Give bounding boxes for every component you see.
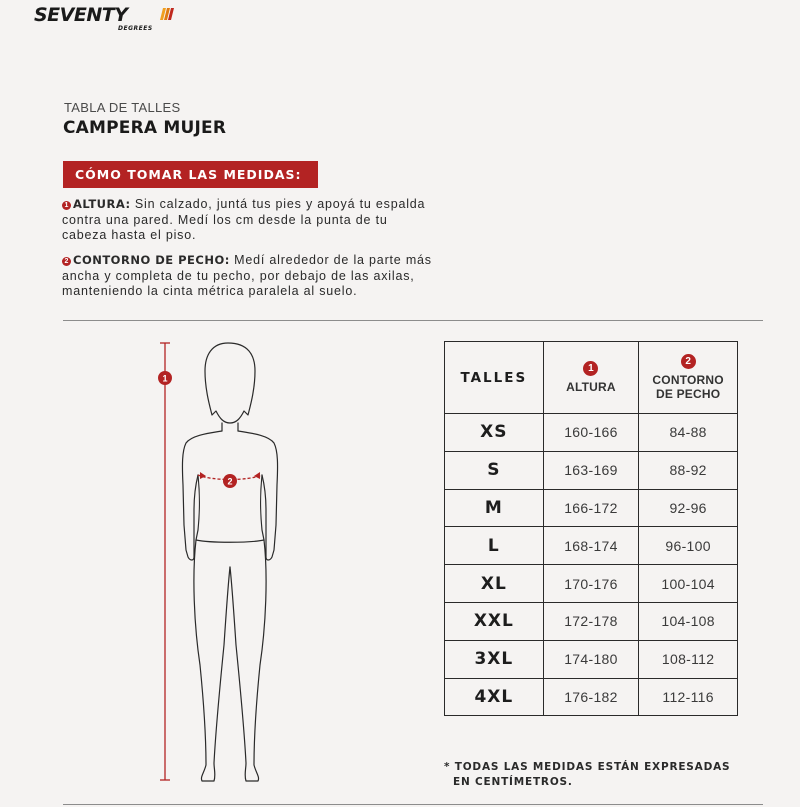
chest-cell: 108-112 bbox=[639, 640, 738, 678]
height-cell: 172-178 bbox=[543, 602, 639, 640]
height-cell: 176-182 bbox=[543, 678, 639, 716]
table-row bbox=[445, 414, 738, 452]
instruction-chest-text: Medí alrededor de la parte más ancha y completa de tu pecho, por debajo de las axilas, manteniendo la cinta métrica paralela al suelo. bbox=[62, 253, 432, 298]
footnote-line-2: EN CENTÍMETROS. bbox=[453, 776, 573, 788]
svg-text:1: 1 bbox=[162, 373, 168, 384]
header-chest-label-2: DE PECHO bbox=[655, 387, 721, 401]
page-title: CAMPERA MUJER bbox=[63, 118, 227, 138]
size-cell: XXL bbox=[445, 602, 544, 640]
body-figure bbox=[150, 335, 310, 795]
header-chest-number-icon: 2 bbox=[681, 354, 696, 369]
height-cell: 163-169 bbox=[543, 451, 639, 489]
logo-stripes-icon bbox=[159, 8, 175, 20]
size-cell: M bbox=[445, 489, 544, 527]
header-chest-label-1: CONTORNO bbox=[652, 373, 724, 387]
step-1-icon: 1 bbox=[62, 201, 71, 210]
size-cell: XS bbox=[445, 414, 544, 452]
table-row bbox=[445, 678, 738, 716]
table-row bbox=[445, 489, 738, 527]
height-cell: 170-176 bbox=[543, 565, 639, 603]
instructions-banner: CÓMO TOMAR LAS MEDIDAS: bbox=[63, 161, 318, 188]
size-cell: S bbox=[445, 451, 544, 489]
height-cell: 160-166 bbox=[543, 414, 639, 452]
table-row bbox=[445, 602, 738, 640]
divider-bottom bbox=[63, 804, 763, 805]
instruction-height-label: ALTURA: bbox=[73, 197, 131, 211]
chest-cell: 104-108 bbox=[639, 602, 738, 640]
header-height-number-icon: 1 bbox=[583, 361, 598, 376]
divider-top bbox=[63, 320, 763, 321]
height-cell: 168-174 bbox=[543, 527, 639, 565]
brand-name: SEVENTY bbox=[34, 4, 128, 26]
chest-cell: 84-88 bbox=[639, 414, 738, 452]
size-table bbox=[444, 341, 738, 716]
instruction-chest-label: CONTORNO DE PECHO: bbox=[73, 253, 230, 267]
header-size-label: TALLES bbox=[460, 369, 528, 386]
chest-cell: 112-116 bbox=[639, 678, 738, 716]
chest-cell: 100-104 bbox=[639, 565, 738, 603]
instruction-height bbox=[62, 197, 432, 244]
header-height bbox=[543, 342, 639, 414]
height-cell: 166-172 bbox=[543, 489, 639, 527]
table-row bbox=[445, 565, 738, 603]
height-cell: 174-180 bbox=[543, 640, 639, 678]
size-cell: 3XL bbox=[445, 640, 544, 678]
table-row bbox=[445, 527, 738, 565]
chest-cell: 88-92 bbox=[639, 451, 738, 489]
instruction-height-text: Sin calzado, juntá tus pies y apoyá tu espalda contra una pared. Medí los cm desde la punta de tu cabeza hasta el piso. bbox=[62, 197, 426, 242]
footnote bbox=[444, 760, 774, 790]
svg-text:2: 2 bbox=[227, 476, 233, 487]
chest-cell: 92-96 bbox=[639, 489, 738, 527]
header-height-label: ALTURA bbox=[566, 380, 616, 394]
size-cell: 4XL bbox=[445, 678, 544, 716]
brand-logo bbox=[34, 4, 204, 36]
brand-sub: DEGREES bbox=[118, 25, 153, 32]
size-cell: L bbox=[445, 527, 544, 565]
instruction-chest bbox=[62, 253, 432, 300]
table-row bbox=[445, 640, 738, 678]
footnote-line-1: * TODAS LAS MEDIDAS ESTÁN EXPRESADAS bbox=[444, 761, 731, 773]
step-2-icon: 2 bbox=[62, 257, 71, 266]
header-size bbox=[445, 342, 544, 414]
table-row bbox=[445, 451, 738, 489]
page-subtitle: TABLA DE TALLES bbox=[64, 100, 181, 115]
size-cell: XL bbox=[445, 565, 544, 603]
table-header-row bbox=[445, 342, 738, 414]
chest-cell: 96-100 bbox=[639, 527, 738, 565]
header-chest bbox=[639, 342, 738, 414]
